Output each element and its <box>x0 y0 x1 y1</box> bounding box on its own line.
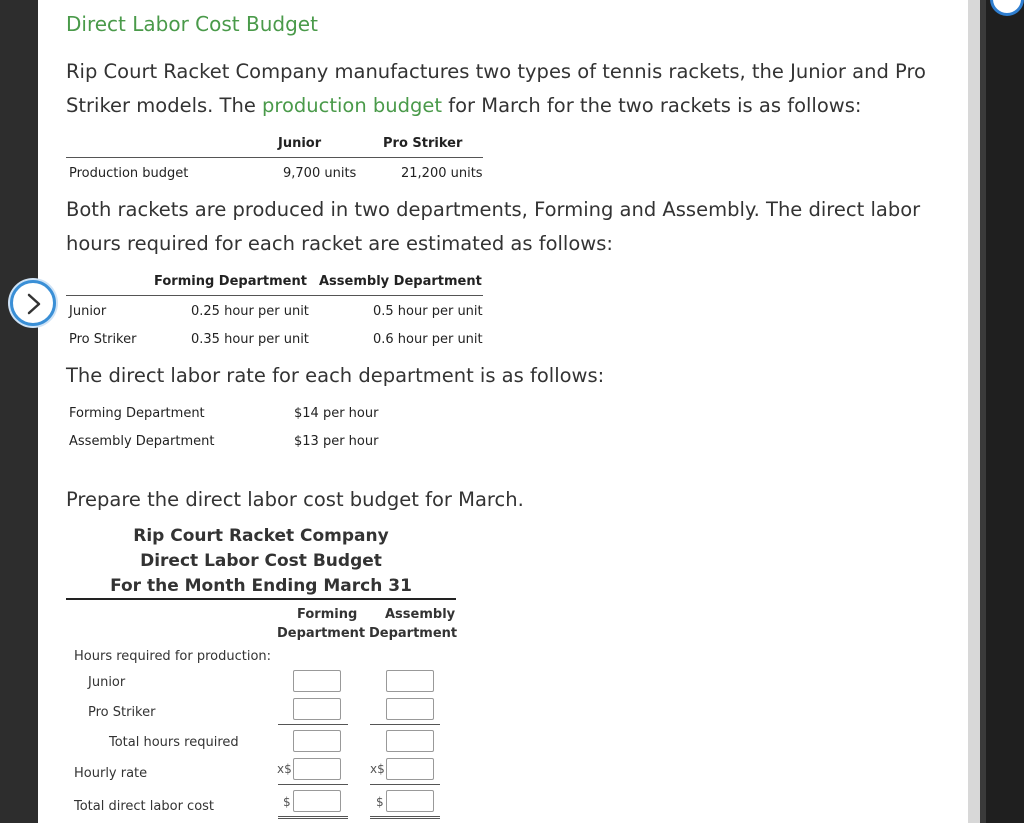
rate-paragraph: The direct labor rate for each department is as follows: <box>66 364 605 387</box>
assembly-subtotal-rule <box>370 724 440 725</box>
budget-col-forming-1: Forming <box>297 607 358 622</box>
forming-rate-input[interactable] <box>293 758 341 780</box>
hours-pro-assembly: 0.6 hour per unit <box>373 332 483 347</box>
prod-junior-value: 9,700 units <box>283 166 357 181</box>
hours-col-forming: Forming Department <box>154 274 307 289</box>
forming-rate-rule <box>278 784 348 785</box>
prepare-instruction: Prepare the direct labor cost budget for March. <box>66 488 524 511</box>
assembly-pro-hours-input[interactable] <box>386 698 434 720</box>
total-hours-label: Total hours required <box>109 735 239 750</box>
assembly-rate-rule <box>370 784 440 785</box>
assembly-rate-input[interactable] <box>386 758 434 780</box>
question-page <box>38 0 968 823</box>
forming-pro-hours-input[interactable] <box>293 698 341 720</box>
right-scroll-rail <box>968 0 1024 823</box>
rate-row-assembly: Assembly Department <box>69 434 215 449</box>
next-arrow-button[interactable] <box>10 280 56 326</box>
rate-row-forming: Forming Department <box>69 406 205 421</box>
total-cost-label: Total direct labor cost <box>74 799 215 814</box>
hours-junior-assembly: 0.5 hour per unit <box>373 304 483 319</box>
dept-line-1: Both rackets are produced in two departments, Forming and Assembly. The direct labor <box>66 198 921 221</box>
prod-col-pro: Pro Striker <box>383 136 463 151</box>
budget-col-assembly-1: Assembly <box>385 607 456 622</box>
intro-line-2: Striker models. The production budget for March for the two rackets is as follows: <box>66 94 862 117</box>
budget-col-assembly-2: Department <box>369 626 458 641</box>
dept-line-2: hours required for each racket are estimated as follows: <box>66 232 613 255</box>
assembly-total-rule <box>370 816 440 819</box>
rate-assembly-value: $13 per hour <box>294 434 379 449</box>
hours-row-pro: Pro Striker <box>69 332 137 347</box>
hours-pro-forming: 0.35 hour per unit <box>191 332 309 347</box>
prod-header-rule <box>66 157 483 158</box>
hours-row-junior: Junior <box>69 304 107 319</box>
budget-period: For the Month Ending March 31 <box>110 576 412 596</box>
page-title: Direct Labor Cost Budget <box>66 12 318 36</box>
forming-total-cost-input[interactable] <box>293 790 341 812</box>
assembly-total-hours-input[interactable] <box>386 730 434 752</box>
production-budget-link[interactable]: production budget <box>262 94 443 117</box>
intro-line-1: Rip Court Racket Company manufactures two types of tennis rackets, the Junior and Pro <box>66 60 926 83</box>
forming-cost-prefix: $ <box>283 795 291 809</box>
forming-junior-hours-input[interactable] <box>293 670 341 692</box>
prod-col-junior: Junior <box>278 136 322 151</box>
forming-subtotal-rule <box>278 724 348 725</box>
forming-total-hours-input[interactable] <box>293 730 341 752</box>
chevron-right-icon <box>25 293 43 315</box>
rate-forming-value: $14 per hour <box>294 406 379 421</box>
prod-pro-value: 21,200 units <box>401 166 483 181</box>
hours-junior-forming: 0.25 hour per unit <box>191 304 309 319</box>
scroll-track[interactable] <box>986 0 1024 823</box>
forming-total-rule <box>278 816 348 819</box>
budget-name: Direct Labor Cost Budget <box>140 551 382 571</box>
left-margin <box>0 0 38 823</box>
hours-required-label: Hours required for production: <box>74 649 272 664</box>
budget-title-rule <box>66 598 456 600</box>
assembly-rate-prefix: x$ <box>370 762 385 776</box>
hours-header-rule <box>66 295 483 296</box>
budget-col-forming-2: Department <box>277 626 366 641</box>
assembly-cost-prefix: $ <box>376 795 384 809</box>
budget-junior-label: Junior <box>88 675 126 690</box>
hours-col-assembly: Assembly Department <box>319 274 482 289</box>
forming-rate-prefix: x$ <box>277 762 292 776</box>
budget-pro-label: Pro Striker <box>88 705 156 720</box>
hourly-rate-label: Hourly rate <box>74 766 148 781</box>
assembly-junior-hours-input[interactable] <box>386 670 434 692</box>
prod-row-label: Production budget <box>69 166 189 181</box>
page-edge <box>968 0 980 823</box>
budget-company: Rip Court Racket Company <box>133 526 389 546</box>
assembly-total-cost-input[interactable] <box>386 790 434 812</box>
